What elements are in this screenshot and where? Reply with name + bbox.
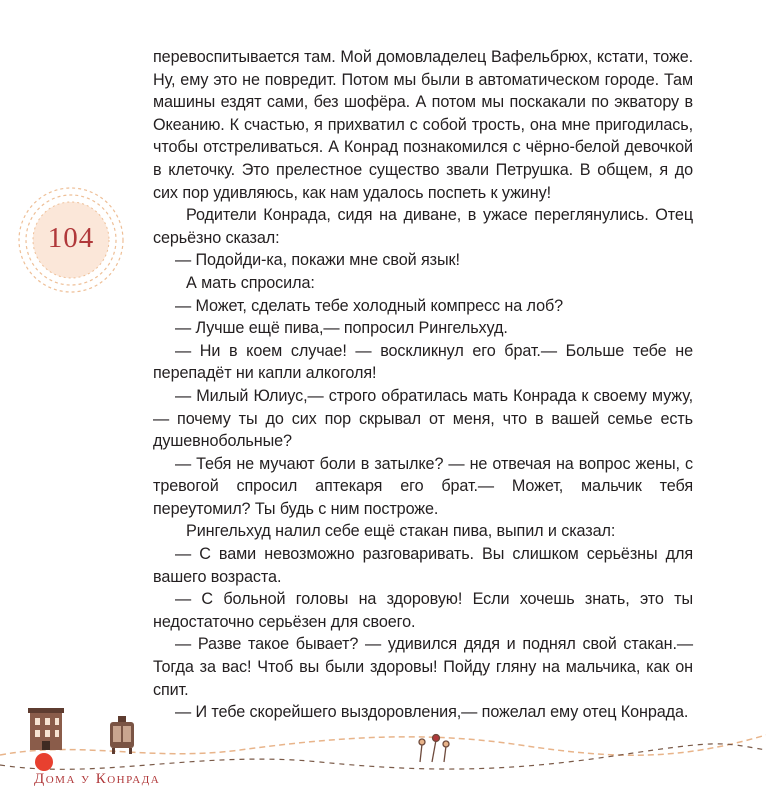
- paragraph: Рингельхуд налил себе ещё стакан пива, выпил и сказал:: [186, 522, 616, 541]
- paragraph: — Лучше ещё пива,— попросил Рингельхуд.: [175, 319, 508, 338]
- paragraph: — Разве такое бывает? — удивился дядя и поднял свой стакан.— Тогда за вас! Чтоб вы были здоровы! Пойду гляну на мальчика, как он спит.: [153, 635, 693, 699]
- flowers-icon: [419, 735, 449, 763]
- paragraph: А мать спросила:: [186, 273, 315, 292]
- body-text: [153, 46, 693, 724]
- paragraph: — Милый Юлиус,— строго обратилась мать Конрада к своему мужу,— почему ты до сих пор скрывал от меня, что в вашей семье есть душевнобольные?: [153, 386, 693, 451]
- red-ball-icon: [35, 753, 53, 771]
- house-icon: [28, 708, 64, 750]
- paragraph: — С больной головы на здоровую! Если хочешь знать, это ты недостаточно серьёзен для своего.: [153, 590, 693, 631]
- paragraph: — Ни в коем случае! — воскликнул его брат.— Больше тебе не перепадёт ни капли алкоголя!: [153, 341, 693, 383]
- paragraph: — С вами невозможно разговаривать. Вы слишком серьёзны для вашего возраста.: [153, 545, 693, 586]
- paragraph: — И тебе скорейшего выздоровления,— пожелал ему отец Конрада.: [175, 703, 689, 722]
- paragraph: — Подойди-ка, покажи мне свой язык!: [175, 251, 460, 270]
- paragraph: — Тебя не мучают боли в затылке? — не отвечая на вопрос жены, с тревогой спросил аптекаря его брат.— Может, мальчик тебя переутомил? Ты будь с ним построже.: [153, 454, 693, 518]
- paragraph: — Может, сделать тебе холодный компресс на лоб?: [175, 296, 564, 315]
- page-number: 104: [47, 222, 95, 254]
- chapter-title: Дома у Конрада: [34, 771, 161, 787]
- paragraph: перевоспитывается там. Мой домовладелец Вафельбрюх, кстати, тоже. Ну, ему это не повредит. Потом мы были в автоматическом городе. Там машины ездят сами, без шофёра. А потом мы поскакали по экватору в Океанию. К счастью, я прихватил с собой трость, она мне пригодилась, чтобы отстреливаться. А Конрад познакомился с чёрно-белой девочкой в клеточку. Это прелестное существо звали Петрушка. В общем, я до сих пор удивляюсь, как нам удалось поспеть к ужину!: [153, 48, 693, 202]
- cabinet-icon: [110, 716, 134, 754]
- paragraph: Родители Конрада, сидя на диване, в ужасе переглянулись. Отец серьёзно сказал:: [153, 206, 693, 247]
